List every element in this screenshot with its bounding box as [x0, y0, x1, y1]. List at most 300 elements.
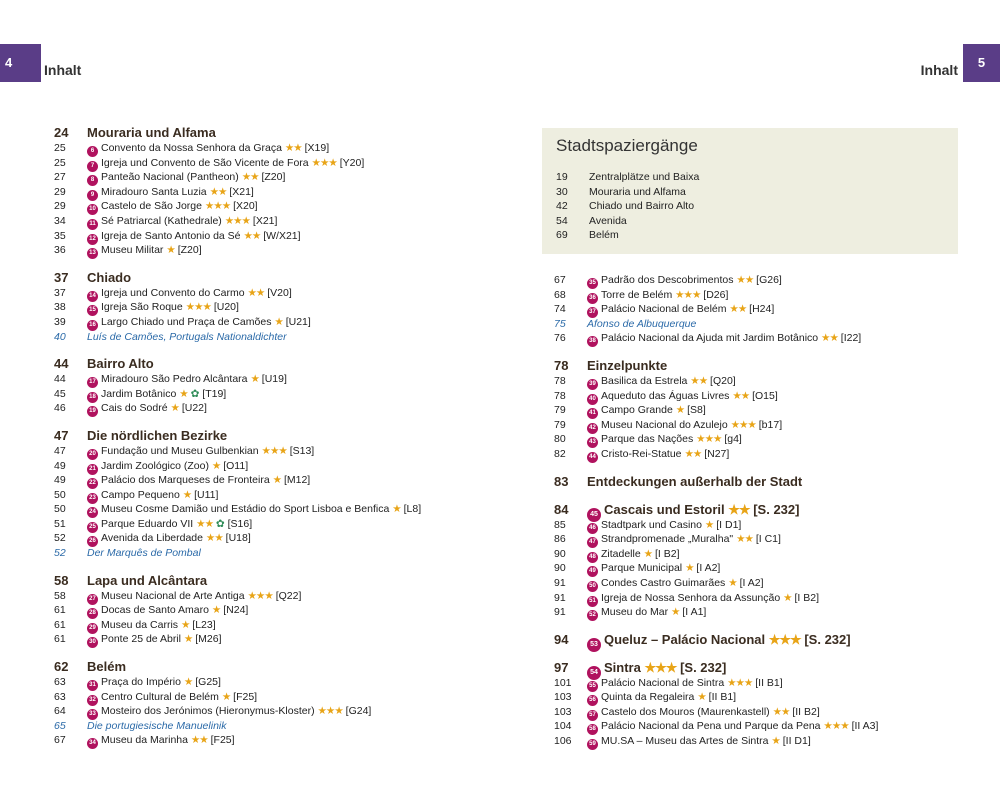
toc-entry: [54, 170, 484, 185]
spacer: [554, 346, 984, 358]
entry-title: MU.SA – Museu das Artes de Sintra: [601, 735, 769, 748]
page-number: 104: [554, 720, 572, 733]
sight-number-badge: 51: [587, 596, 598, 607]
entry-content: [87, 473, 310, 489]
rating-stars: ★: [170, 402, 179, 415]
map-reference: [S. 232]: [804, 631, 851, 647]
page-number: 103: [554, 705, 572, 718]
sight-number-badge: 41: [587, 408, 598, 419]
entry-content: [587, 374, 736, 390]
entry-title: Palácio Nacional de Belém: [601, 303, 727, 316]
entry-title: Igreja de Nossa Senhora da Assunção: [601, 591, 781, 604]
sight-number-badge: 50: [587, 581, 598, 592]
toc-entry: [54, 387, 484, 402]
map-reference: [Z20]: [261, 171, 286, 184]
toc-section: [554, 358, 984, 374]
sight-number-badge: 26: [87, 536, 98, 547]
rating-stars: ★★: [284, 142, 302, 154]
page-number: 37: [54, 269, 69, 285]
rating-stars: ★★★: [768, 631, 801, 647]
page-number: 106: [554, 735, 572, 748]
walks-box: [542, 128, 958, 254]
entry-title: Jardim Botânico: [101, 387, 177, 400]
entry-content: [587, 734, 811, 750]
rating-stars: ★★★: [696, 433, 722, 446]
map-reference: [II B1]: [755, 676, 783, 689]
toc-entry: [54, 632, 484, 647]
running-header-left: Inhalt: [44, 62, 82, 78]
sight-number-badge: 23: [87, 493, 98, 504]
sight-number-badge: 28: [87, 608, 98, 619]
entry-title: Stadtpark und Casino: [601, 518, 702, 531]
toc-entry: [54, 315, 484, 330]
toc-feature: [54, 546, 484, 561]
sight-number-badge: 13: [87, 248, 98, 259]
page-number: 79: [554, 418, 566, 431]
entry-content: [587, 547, 679, 563]
entry-title: Campo Grande: [601, 404, 673, 417]
entry-content: [87, 214, 277, 230]
entry-title: Palácio Nacional de Sintra: [601, 676, 725, 689]
toc-section: [554, 632, 984, 648]
toc-entry: [54, 185, 484, 200]
page-number: 84: [554, 501, 569, 517]
entry-content: [87, 170, 285, 186]
rating-stars: ★★: [690, 374, 708, 387]
page-number: 85: [554, 518, 566, 531]
toc-entry: [54, 286, 484, 301]
entry-content: [587, 288, 728, 304]
entry-content: [87, 387, 226, 403]
sight-number-badge: 29: [87, 623, 98, 634]
page-number: 38: [54, 301, 66, 314]
sight-number-badge: 11: [87, 219, 98, 230]
map-reference: [b17]: [758, 418, 783, 431]
entry-title: Igreja de Santo Antonio da Sé: [101, 229, 241, 242]
map-reference: [I A2]: [739, 576, 764, 589]
section-title-text: Einzelpunkte: [587, 357, 668, 373]
entry-title: Padrão dos Descobrimentos: [601, 274, 734, 286]
sight-number-badge: 31: [87, 680, 98, 691]
page-number: 24: [54, 125, 69, 140]
entry-content: [87, 229, 301, 245]
feature-title: Afonso de Albuquerque: [587, 317, 697, 330]
rating-stars: ★★: [728, 501, 750, 517]
map-reference: [O15]: [752, 389, 778, 402]
rating-stars: ★★: [736, 533, 753, 546]
entry-title: Museu da Marinha: [101, 734, 188, 747]
page-number: 63: [54, 690, 66, 703]
rating-stars: ★: [643, 547, 653, 560]
map-reference: [I22]: [840, 332, 862, 345]
sight-number-badge: 48: [587, 552, 598, 563]
map-reference: [T19]: [202, 387, 227, 400]
entry-title: Castelo dos Mouros (Maurenkastell): [601, 705, 770, 718]
rating-stars: ★★★: [727, 676, 753, 689]
toc-entry: [554, 331, 984, 346]
walk-title: Avenida: [589, 214, 627, 227]
rating-stars: ★: [697, 691, 706, 704]
section-title: [87, 356, 154, 372]
section-title: [587, 632, 851, 652]
entry-content: [87, 243, 202, 259]
entry-title: Palácio Nacional da Ajuda mit Jardim Botânico: [601, 332, 819, 345]
page-number: 52: [54, 532, 66, 545]
toc-entry: [54, 372, 484, 387]
toc-entry: [54, 459, 484, 474]
page-number: 49: [54, 459, 66, 472]
section-title-text: Chiado: [87, 269, 132, 285]
rating-stars: ★★★: [261, 444, 287, 457]
entry-title: Museu Nacional do Azulejo: [601, 418, 728, 431]
entry-content: [587, 432, 742, 448]
sight-number-badge: 18: [87, 392, 98, 403]
toc-entry: [54, 156, 484, 171]
spacer: [54, 561, 484, 573]
entry-content: [87, 401, 207, 417]
map-reference: [S. 232]: [753, 501, 800, 517]
toc-entry: [54, 473, 484, 488]
toc-entry: [554, 518, 984, 533]
entry-content: [87, 733, 235, 749]
page-number: 45: [54, 387, 66, 400]
toc-section: [554, 660, 984, 676]
entry-title: Quinta da Regaleira: [601, 691, 695, 704]
entry-content: [587, 389, 778, 405]
page-number: 65: [54, 719, 66, 732]
entry-content: [587, 532, 781, 548]
section-title-text: Lapa und Alcântara: [87, 572, 208, 588]
section-title-text: Queluz – Palácio Nacional: [604, 631, 766, 647]
page-number: 42: [556, 200, 568, 213]
rating-stars: ★: [675, 404, 685, 417]
entry-title: Museu Nacional de Arte Antiga: [101, 589, 245, 602]
toc-entry: [554, 447, 984, 462]
page-number: 30: [556, 185, 568, 198]
rating-stars: ★: [671, 606, 680, 619]
walk-title: Mouraria und Alfama: [589, 185, 686, 198]
sight-number-badge: 21: [87, 464, 98, 475]
rating-stars: ★: [221, 690, 231, 703]
map-reference: [I B2]: [654, 547, 680, 560]
spacer: [554, 462, 984, 474]
rating-stars: ★★★: [311, 156, 337, 169]
rating-stars: ★★: [243, 229, 261, 242]
entry-title: Strandpromenade „Muralha": [601, 533, 734, 546]
toc-entry: [54, 141, 484, 156]
walks-title: Stadtspaziergänge: [556, 136, 698, 155]
sight-number-badge: 35: [587, 278, 598, 289]
entry-content: [87, 603, 248, 619]
entry-content: [587, 447, 729, 463]
map-reference: [H24]: [749, 303, 775, 316]
map-reference: [O11]: [223, 459, 249, 472]
rating-stars: ★★: [247, 286, 265, 299]
entry-content: [87, 632, 222, 648]
entry-title: Palácio Nacional da Pena und Parque da Pena: [601, 720, 821, 733]
entry-title: Parque Eduardo VII: [101, 517, 194, 530]
entry-content: [87, 675, 221, 691]
sight-number-badge: 42: [587, 423, 598, 434]
section-title: [87, 125, 216, 141]
rating-stars: ★★★: [317, 705, 343, 718]
section-title-text: Entdeckungen außerhalb der Stadt: [587, 473, 803, 489]
section-title-text: Belém: [87, 659, 127, 675]
toc-entry: [54, 444, 484, 459]
page-number: 49: [54, 474, 66, 487]
entry-title: Sé Patriarcal (Kathedrale): [101, 214, 222, 227]
rating-stars: ★: [250, 373, 259, 386]
sight-number-badge: 34: [87, 738, 98, 749]
entry-title: Campo Pequeno: [101, 488, 180, 501]
section-title: [87, 573, 207, 589]
toc-entry: [554, 403, 984, 418]
sight-number-badge: 33: [87, 709, 98, 720]
running-header-right: Inhalt: [920, 62, 958, 78]
entry-content: [87, 589, 301, 605]
page-number: 25: [54, 142, 66, 154]
page-number: 44: [54, 373, 66, 386]
sight-number-badge: 55: [587, 681, 598, 692]
page-number: 78: [554, 389, 566, 402]
sight-number-badge: 49: [587, 566, 598, 577]
map-reference: [M12]: [283, 474, 311, 487]
section-title: [587, 358, 667, 374]
entry-content: [587, 418, 782, 434]
entry-content: [87, 444, 314, 460]
rating-stars: ★: [211, 604, 221, 617]
rating-stars: ★★★: [224, 214, 250, 227]
toc-feature: [554, 317, 984, 332]
spacer: [54, 344, 484, 356]
page-number: 50: [54, 503, 66, 516]
toc-entry: [554, 273, 984, 288]
sight-number-badge: 38: [587, 336, 598, 347]
toc-entry: [54, 733, 484, 748]
map-reference: [F25]: [210, 734, 235, 747]
sight-number-badge: 43: [587, 437, 598, 448]
entry-content: [87, 704, 371, 720]
map-reference: [I B2]: [794, 591, 819, 604]
page-number: 58: [54, 589, 66, 602]
page-number: 74: [554, 303, 566, 316]
section-title: [87, 270, 131, 286]
section-title-text: Bairro Alto: [87, 356, 154, 372]
toc-entry: [54, 502, 484, 517]
map-reference: [I D1]: [716, 518, 742, 531]
page-number: 47: [54, 444, 66, 457]
toc-right-column: [554, 273, 984, 749]
entry-title: Docas de Santo Amaro: [101, 604, 209, 617]
toc-entry: [554, 302, 984, 317]
rating-stars: ★: [783, 591, 792, 604]
entry-content: [87, 286, 292, 302]
entry-title: Zitadelle: [601, 547, 641, 560]
page-number: 91: [554, 606, 566, 619]
entry-title: Centro Cultural de Belém: [101, 690, 219, 703]
entry-content: [87, 315, 311, 331]
sight-number-badge: 32: [87, 695, 98, 706]
toc-entry: [54, 531, 484, 546]
map-reference: [S13]: [289, 444, 315, 457]
entry-content: [587, 591, 819, 607]
page-number: 44: [54, 356, 69, 372]
entry-title: Museu Cosme Damião und Estádio do Sport Lisboa e Benfica: [101, 503, 390, 516]
rating-stars: ★: [392, 503, 401, 516]
rating-stars: ★: [728, 576, 737, 589]
entry-title: Convento da Nossa Senhora da Graça: [101, 142, 282, 154]
sight-number-badge: 53: [587, 638, 601, 652]
toc-entry: [54, 589, 484, 604]
rating-stars: ★★★: [644, 659, 677, 675]
toc-section: [554, 502, 984, 518]
section-title: [587, 474, 802, 490]
rating-stars: ★★: [196, 517, 213, 530]
rating-stars: ★★: [209, 185, 227, 198]
entry-content: [87, 531, 251, 547]
map-reference: [II B1]: [708, 691, 737, 704]
toc-entry: [54, 675, 484, 690]
rating-stars: ★★: [241, 171, 259, 184]
page-number: 58: [54, 572, 69, 588]
toc-left-column: [54, 125, 484, 748]
rating-stars: ★: [685, 562, 694, 575]
entry-title: Basilica da Estrela: [601, 374, 688, 387]
sight-number-badge: 44: [587, 452, 598, 463]
rating-stars: ★★★: [823, 720, 849, 733]
page-number: 75: [554, 317, 566, 330]
page-number: 25: [54, 156, 66, 169]
toc-entry: [554, 605, 984, 620]
page-number: 67: [54, 734, 66, 747]
map-reference: [I A1]: [682, 606, 707, 619]
page-number: 61: [54, 618, 66, 631]
sight-number-badge: 14: [87, 291, 98, 302]
page-number: 78: [554, 374, 566, 387]
sight-number-badge: 22: [87, 478, 98, 489]
page-number: 34: [54, 214, 66, 227]
page-number: 91: [554, 591, 566, 604]
rating-stars: ★★★: [675, 288, 701, 301]
entry-title: Parque Municipal: [601, 562, 683, 575]
map-reference: [X21]: [229, 185, 254, 198]
feature-title: Der Marquês de Pombal: [87, 547, 201, 560]
toc-entry: [54, 603, 484, 618]
toc-entry: [554, 576, 984, 591]
page-number: 35: [54, 229, 66, 242]
entry-title: Torre de Belém: [601, 288, 673, 301]
page-number: 86: [554, 533, 566, 546]
entry-content: [87, 459, 248, 475]
toc-section: [54, 428, 484, 444]
entry-content: [87, 618, 216, 634]
spacer: [54, 416, 484, 428]
spacer: [554, 620, 984, 632]
page-number: 101: [554, 676, 572, 689]
rating-stars: ★: [179, 387, 188, 400]
entry-title: Praça do Império: [101, 676, 181, 689]
map-reference: [L23]: [192, 618, 216, 631]
toc-entry: [554, 676, 984, 691]
walk-title: Zentralplätze und Baixa: [589, 171, 700, 183]
toc-section: [554, 474, 984, 490]
sight-number-badge: 24: [87, 507, 98, 518]
sight-number-badge: 58: [587, 724, 598, 735]
sight-number-badge: 7: [87, 161, 98, 172]
feature-title: Luís de Camões, Portugals Nationaldichter: [87, 330, 287, 343]
page-number: 79: [554, 404, 566, 417]
sight-number-badge: 20: [87, 449, 98, 460]
toc-entry: [554, 432, 984, 447]
entry-title: Palácio dos Marqueses de Fronteira: [101, 474, 270, 487]
rating-stars: ★★: [736, 274, 754, 286]
rating-stars: ★★: [772, 705, 790, 718]
rating-stars: ★★: [729, 303, 747, 316]
entry-content: [87, 502, 421, 518]
sight-number-badge: 57: [587, 710, 598, 721]
map-reference: [g4]: [724, 433, 742, 446]
entry-content: [587, 561, 720, 577]
sight-number-badge: 19: [87, 406, 98, 417]
sight-number-badge: 36: [587, 293, 598, 304]
entry-title: Igreja und Convento do Carmo: [101, 286, 245, 299]
rating-stars: ★★★: [204, 200, 231, 213]
toc-section: [54, 356, 484, 372]
entry-title: Aqueduto das Águas Livres: [601, 389, 730, 402]
rating-stars: ★★: [190, 734, 208, 747]
map-reference: [Z20]: [177, 244, 202, 257]
map-reference: [S8]: [687, 404, 706, 417]
page-number-right: 5: [963, 44, 1000, 82]
toc-entry: [54, 229, 484, 244]
page-number: 39: [54, 315, 66, 328]
toc-entry: [554, 705, 984, 720]
page-number: 52: [54, 547, 66, 560]
rating-stars: ★: [704, 518, 714, 531]
sight-number-badge: 16: [87, 320, 98, 331]
entry-content: [587, 705, 820, 721]
map-reference: [X20]: [233, 200, 258, 213]
entry-title: Panteão Nacional (Pantheon): [101, 171, 239, 184]
page-number: 82: [554, 447, 566, 460]
map-reference: [G26]: [756, 274, 782, 286]
rating-stars: ★★★: [730, 418, 756, 431]
section-title: [87, 659, 126, 675]
toc-entry: [554, 547, 984, 562]
rating-stars: ★: [183, 676, 193, 689]
page-number: 19: [556, 171, 568, 183]
sight-number-badge: 25: [87, 522, 98, 533]
sight-number-badge: 54: [587, 666, 601, 680]
toc-entry: [554, 690, 984, 705]
toc-entry: [554, 288, 984, 303]
entry-title: Museu da Carris: [101, 618, 179, 631]
map-reference: [G24]: [345, 705, 372, 718]
page-number: 29: [54, 185, 66, 198]
map-reference: [N24]: [223, 604, 249, 617]
sight-number-badge: 37: [587, 307, 598, 318]
page-number: 37: [54, 286, 66, 299]
feature-title: Die portugiesische Manuelinik: [87, 719, 227, 732]
page-number: 29: [54, 200, 66, 213]
page-number: 69: [556, 229, 568, 242]
sight-number-badge: 52: [587, 610, 598, 621]
entry-content: [87, 690, 257, 706]
page-number: 97: [554, 659, 569, 675]
page-number: 76: [554, 332, 566, 345]
entry-content: [87, 156, 364, 172]
page-number: 67: [554, 274, 566, 286]
